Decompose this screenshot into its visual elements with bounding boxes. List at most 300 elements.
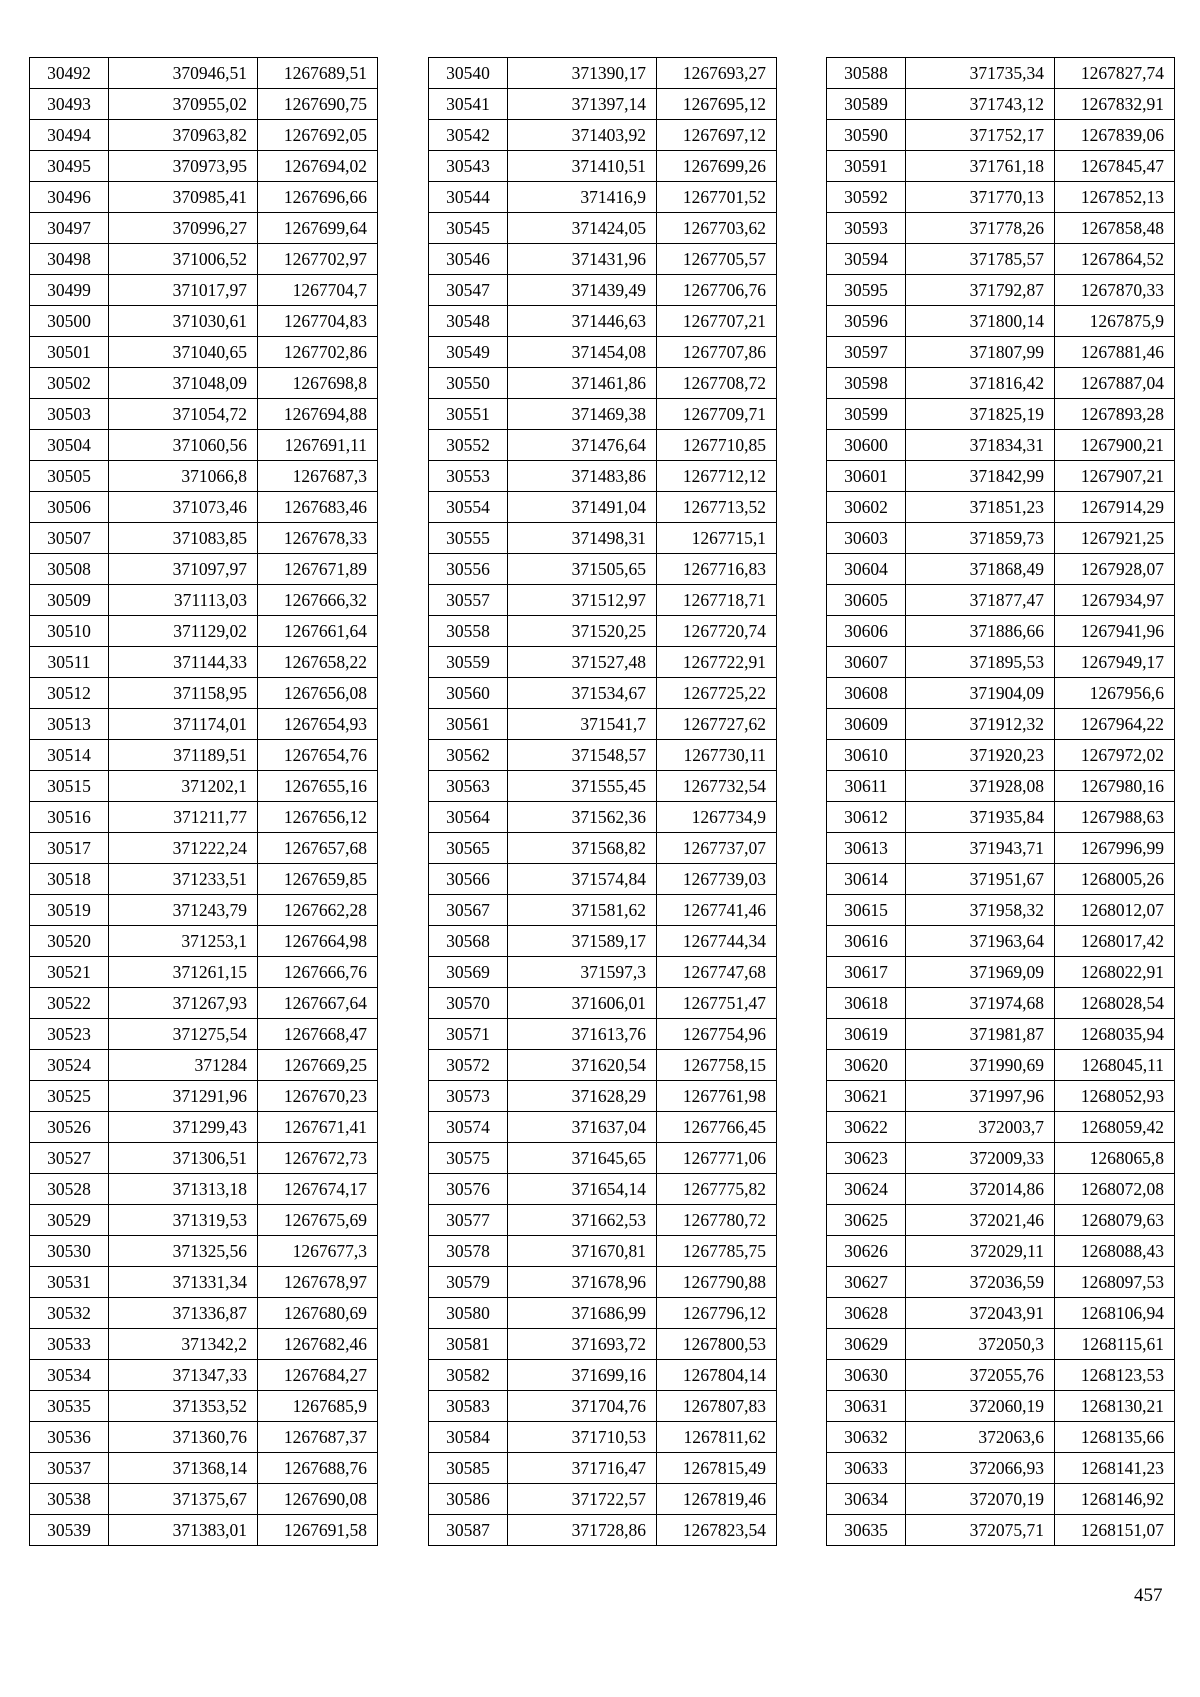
y-coordinate-cell: 1267684,27: [258, 1360, 378, 1391]
x-coordinate-cell: 371202,1: [109, 771, 258, 802]
table-row: [30, 368, 378, 399]
y-coordinate-cell: 1267718,71: [657, 585, 777, 616]
point-number-cell: 30535: [30, 1391, 109, 1422]
y-coordinate-cell: 1267941,96: [1055, 616, 1175, 647]
y-coordinate-cell: 1267800,53: [657, 1329, 777, 1360]
point-number-cell: 30620: [827, 1050, 906, 1081]
y-coordinate-cell: 1267678,97: [258, 1267, 378, 1298]
table-row: [429, 740, 777, 771]
point-number-cell: 30538: [30, 1484, 109, 1515]
point-number-cell: 30498: [30, 244, 109, 275]
x-coordinate-cell: 371735,34: [906, 58, 1055, 89]
point-number-cell: 30495: [30, 151, 109, 182]
table-row: [30, 1081, 378, 1112]
y-coordinate-cell: 1267790,88: [657, 1267, 777, 1298]
y-coordinate-cell: 1267712,12: [657, 461, 777, 492]
x-coordinate-cell: 371722,57: [508, 1484, 657, 1515]
x-coordinate-cell: 371842,99: [906, 461, 1055, 492]
x-coordinate-cell: 371807,99: [906, 337, 1055, 368]
point-number-cell: 30533: [30, 1329, 109, 1360]
table-row: [827, 1019, 1175, 1050]
point-number-cell: 30501: [30, 337, 109, 368]
x-coordinate-cell: 371461,86: [508, 368, 657, 399]
table-row: [30, 1143, 378, 1174]
y-coordinate-cell: 1267734,9: [657, 802, 777, 833]
point-number-cell: 30603: [827, 523, 906, 554]
table-row: [827, 461, 1175, 492]
table-row: [429, 430, 777, 461]
y-coordinate-cell: 1267785,75: [657, 1236, 777, 1267]
y-coordinate-cell: 1267682,46: [258, 1329, 378, 1360]
y-coordinate-cell: 1267720,74: [657, 616, 777, 647]
x-coordinate-cell: 371403,92: [508, 120, 657, 151]
table-row: [30, 895, 378, 926]
point-number-cell: 30547: [429, 275, 508, 306]
y-coordinate-cell: 1267934,97: [1055, 585, 1175, 616]
point-number-cell: 30602: [827, 492, 906, 523]
x-coordinate-cell: 372036,59: [906, 1267, 1055, 1298]
x-coordinate-cell: 371483,86: [508, 461, 657, 492]
y-coordinate-cell: 1268072,08: [1055, 1174, 1175, 1205]
table-row: [827, 709, 1175, 740]
x-coordinate-cell: 371498,31: [508, 523, 657, 554]
table-row: [827, 988, 1175, 1019]
table-row: [30, 1112, 378, 1143]
point-number-cell: 30582: [429, 1360, 508, 1391]
y-coordinate-cell: 1268151,07: [1055, 1515, 1175, 1546]
point-number-cell: 30515: [30, 771, 109, 802]
point-number-cell: 30540: [429, 58, 508, 89]
x-coordinate-cell: 371066,8: [109, 461, 258, 492]
point-number-cell: 30513: [30, 709, 109, 740]
x-coordinate-cell: 371686,99: [508, 1298, 657, 1329]
point-number-cell: 30493: [30, 89, 109, 120]
point-number-cell: 30615: [827, 895, 906, 926]
table-row: [827, 430, 1175, 461]
x-coordinate-cell: 371574,84: [508, 864, 657, 895]
x-coordinate-cell: 371770,13: [906, 182, 1055, 213]
x-coordinate-cell: 371129,02: [109, 616, 258, 647]
point-number-cell: 30578: [429, 1236, 508, 1267]
point-number-cell: 30599: [827, 399, 906, 430]
y-coordinate-cell: 1267694,88: [258, 399, 378, 430]
point-number-cell: 30574: [429, 1112, 508, 1143]
y-coordinate-cell: 1267766,45: [657, 1112, 777, 1143]
table-row: [429, 833, 777, 864]
x-coordinate-cell: 371825,19: [906, 399, 1055, 430]
y-coordinate-cell: 1267980,16: [1055, 771, 1175, 802]
point-number-cell: 30592: [827, 182, 906, 213]
table-row: [30, 523, 378, 554]
y-coordinate-cell: 1267677,3: [258, 1236, 378, 1267]
x-coordinate-cell: 371548,57: [508, 740, 657, 771]
table-row: [429, 399, 777, 430]
x-coordinate-cell: 371877,47: [906, 585, 1055, 616]
point-number-cell: 30509: [30, 585, 109, 616]
y-coordinate-cell: 1267949,17: [1055, 647, 1175, 678]
point-number-cell: 30605: [827, 585, 906, 616]
point-number-cell: 30597: [827, 337, 906, 368]
table-row: [429, 1267, 777, 1298]
point-number-cell: 30621: [827, 1081, 906, 1112]
y-coordinate-cell: 1268065,8: [1055, 1143, 1175, 1174]
point-number-cell: 30549: [429, 337, 508, 368]
y-coordinate-cell: 1267771,06: [657, 1143, 777, 1174]
x-coordinate-cell: 372063,6: [906, 1422, 1055, 1453]
point-number-cell: 30558: [429, 616, 508, 647]
y-coordinate-cell: 1267706,76: [657, 275, 777, 306]
point-number-cell: 30627: [827, 1267, 906, 1298]
point-number-cell: 30516: [30, 802, 109, 833]
point-number-cell: 30563: [429, 771, 508, 802]
x-coordinate-cell: 371597,3: [508, 957, 657, 988]
point-number-cell: 30607: [827, 647, 906, 678]
table-row: [827, 368, 1175, 399]
y-coordinate-cell: 1268017,42: [1055, 926, 1175, 957]
coordinate-table-1: [29, 57, 378, 1546]
y-coordinate-cell: 1267727,62: [657, 709, 777, 740]
point-number-cell: 30577: [429, 1205, 508, 1236]
table-row: [827, 554, 1175, 585]
x-coordinate-cell: 370973,95: [109, 151, 258, 182]
table-row: [827, 523, 1175, 554]
x-coordinate-cell: 372043,91: [906, 1298, 1055, 1329]
table-row: [827, 58, 1175, 89]
table-row: [429, 151, 777, 182]
point-number-cell: 30585: [429, 1453, 508, 1484]
y-coordinate-cell: 1268005,26: [1055, 864, 1175, 895]
table-row: [429, 957, 777, 988]
table-row: [30, 89, 378, 120]
x-coordinate-cell: 371943,71: [906, 833, 1055, 864]
y-coordinate-cell: 1267739,03: [657, 864, 777, 895]
x-coordinate-cell: 371868,49: [906, 554, 1055, 585]
point-number-cell: 30587: [429, 1515, 508, 1546]
x-coordinate-cell: 371800,14: [906, 306, 1055, 337]
point-number-cell: 30528: [30, 1174, 109, 1205]
table-row: [30, 1391, 378, 1422]
point-number-cell: 30508: [30, 554, 109, 585]
table-row: [30, 399, 378, 430]
y-coordinate-cell: 1267716,83: [657, 554, 777, 585]
point-number-cell: 30546: [429, 244, 508, 275]
point-number-cell: 30611: [827, 771, 906, 802]
point-number-cell: 30512: [30, 678, 109, 709]
table-row: [30, 740, 378, 771]
x-coordinate-cell: 371851,23: [906, 492, 1055, 523]
table-row: [827, 616, 1175, 647]
x-coordinate-cell: 371397,14: [508, 89, 657, 120]
x-coordinate-cell: 371555,45: [508, 771, 657, 802]
table-row: [30, 1453, 378, 1484]
y-coordinate-cell: 1268059,42: [1055, 1112, 1175, 1143]
y-coordinate-cell: 1267964,22: [1055, 709, 1175, 740]
table-row: [30, 182, 378, 213]
table-row: [827, 120, 1175, 151]
table-row: [827, 864, 1175, 895]
point-number-cell: 30598: [827, 368, 906, 399]
x-coordinate-cell: 371981,87: [906, 1019, 1055, 1050]
y-coordinate-cell: 1267691,58: [258, 1515, 378, 1546]
point-number-cell: 30525: [30, 1081, 109, 1112]
point-number-cell: 30609: [827, 709, 906, 740]
y-coordinate-cell: 1267832,91: [1055, 89, 1175, 120]
x-coordinate-cell: 371054,72: [109, 399, 258, 430]
y-coordinate-cell: 1268028,54: [1055, 988, 1175, 1019]
y-coordinate-cell: 1267914,29: [1055, 492, 1175, 523]
table-row: [30, 926, 378, 957]
y-coordinate-cell: 1267732,54: [657, 771, 777, 802]
point-number-cell: 30600: [827, 430, 906, 461]
x-coordinate-cell: 372070,19: [906, 1484, 1055, 1515]
table-row: [429, 89, 777, 120]
point-number-cell: 30604: [827, 554, 906, 585]
table-row: [429, 275, 777, 306]
x-coordinate-cell: 371859,73: [906, 523, 1055, 554]
table-row: [429, 1391, 777, 1422]
y-coordinate-cell: 1268035,94: [1055, 1019, 1175, 1050]
point-number-cell: 30494: [30, 120, 109, 151]
y-coordinate-cell: 1267659,85: [258, 864, 378, 895]
x-coordinate-cell: 371654,14: [508, 1174, 657, 1205]
table-row: [30, 1267, 378, 1298]
x-coordinate-cell: 371144,33: [109, 647, 258, 678]
y-coordinate-cell: 1267693,27: [657, 58, 777, 89]
x-coordinate-cell: 371834,31: [906, 430, 1055, 461]
y-coordinate-cell: 1267708,72: [657, 368, 777, 399]
x-coordinate-cell: 370996,27: [109, 213, 258, 244]
table-row: [30, 430, 378, 461]
y-coordinate-cell: 1267710,85: [657, 430, 777, 461]
table-row: [429, 1019, 777, 1050]
y-coordinate-cell: 1267691,11: [258, 430, 378, 461]
table-row: [30, 1422, 378, 1453]
table-row: [429, 1515, 777, 1546]
point-number-cell: 30618: [827, 988, 906, 1019]
x-coordinate-cell: 371267,93: [109, 988, 258, 1019]
y-coordinate-cell: 1267704,7: [258, 275, 378, 306]
x-coordinate-cell: 371368,14: [109, 1453, 258, 1484]
x-coordinate-cell: 371342,2: [109, 1329, 258, 1360]
point-number-cell: 30629: [827, 1329, 906, 1360]
point-number-cell: 30575: [429, 1143, 508, 1174]
x-coordinate-cell: 372029,11: [906, 1236, 1055, 1267]
table-row: [30, 988, 378, 1019]
table-row: [827, 678, 1175, 709]
table-row: [827, 1205, 1175, 1236]
y-coordinate-cell: 1267754,96: [657, 1019, 777, 1050]
point-number-cell: 30593: [827, 213, 906, 244]
table-row: [429, 213, 777, 244]
y-coordinate-cell: 1267671,41: [258, 1112, 378, 1143]
x-coordinate-cell: 371319,53: [109, 1205, 258, 1236]
x-coordinate-cell: 371073,46: [109, 492, 258, 523]
point-number-cell: 30614: [827, 864, 906, 895]
y-coordinate-cell: 1267804,14: [657, 1360, 777, 1391]
y-coordinate-cell: 1268012,07: [1055, 895, 1175, 926]
table-row: [827, 1050, 1175, 1081]
x-coordinate-cell: 371785,57: [906, 244, 1055, 275]
x-coordinate-cell: 371083,85: [109, 523, 258, 554]
point-number-cell: 30521: [30, 957, 109, 988]
point-number-cell: 30586: [429, 1484, 508, 1515]
table-row: [429, 1453, 777, 1484]
point-number-cell: 30617: [827, 957, 906, 988]
point-number-cell: 30511: [30, 647, 109, 678]
y-coordinate-cell: 1267662,28: [258, 895, 378, 926]
y-coordinate-cell: 1267751,47: [657, 988, 777, 1019]
x-coordinate-cell: 371383,01: [109, 1515, 258, 1546]
y-coordinate-cell: 1267887,04: [1055, 368, 1175, 399]
table-row: [30, 771, 378, 802]
y-coordinate-cell: 1267683,46: [258, 492, 378, 523]
point-number-cell: 30591: [827, 151, 906, 182]
table-row: [429, 1205, 777, 1236]
table-row: [429, 771, 777, 802]
x-coordinate-cell: 371904,09: [906, 678, 1055, 709]
point-number-cell: 30532: [30, 1298, 109, 1329]
table-row: [429, 244, 777, 275]
point-number-cell: 30619: [827, 1019, 906, 1050]
x-coordinate-cell: 371284: [109, 1050, 258, 1081]
point-number-cell: 30520: [30, 926, 109, 957]
table-row: [30, 306, 378, 337]
table-row: [827, 1422, 1175, 1453]
y-coordinate-cell: 1267744,34: [657, 926, 777, 957]
x-coordinate-cell: 371912,32: [906, 709, 1055, 740]
table-row: [827, 1515, 1175, 1546]
table-row: [30, 554, 378, 585]
x-coordinate-cell: 371347,33: [109, 1360, 258, 1391]
point-number-cell: 30581: [429, 1329, 508, 1360]
table-row: [429, 58, 777, 89]
table-row: [429, 647, 777, 678]
y-coordinate-cell: 1267893,28: [1055, 399, 1175, 430]
table-row: [429, 895, 777, 926]
y-coordinate-cell: 1267956,6: [1055, 678, 1175, 709]
y-coordinate-cell: 1267900,21: [1055, 430, 1175, 461]
point-number-cell: 30624: [827, 1174, 906, 1205]
table-row: [30, 1174, 378, 1205]
point-number-cell: 30492: [30, 58, 109, 89]
y-coordinate-cell: 1268135,66: [1055, 1422, 1175, 1453]
y-coordinate-cell: 1267705,57: [657, 244, 777, 275]
table-row: [429, 120, 777, 151]
table-row: [827, 1236, 1175, 1267]
point-number-cell: 30541: [429, 89, 508, 120]
point-number-cell: 30497: [30, 213, 109, 244]
x-coordinate-cell: 371006,52: [109, 244, 258, 275]
x-coordinate-cell: 371476,64: [508, 430, 657, 461]
point-number-cell: 30572: [429, 1050, 508, 1081]
table-row: [30, 647, 378, 678]
x-coordinate-cell: 370985,41: [109, 182, 258, 213]
point-number-cell: 30588: [827, 58, 906, 89]
point-number-cell: 30616: [827, 926, 906, 957]
point-number-cell: 30594: [827, 244, 906, 275]
x-coordinate-cell: 371920,23: [906, 740, 1055, 771]
x-coordinate-cell: 371816,42: [906, 368, 1055, 399]
x-coordinate-cell: 371678,96: [508, 1267, 657, 1298]
x-coordinate-cell: 371306,51: [109, 1143, 258, 1174]
table-row: [827, 1143, 1175, 1174]
point-number-cell: 30634: [827, 1484, 906, 1515]
x-coordinate-cell: 371291,96: [109, 1081, 258, 1112]
table-row: [429, 1050, 777, 1081]
point-number-cell: 30613: [827, 833, 906, 864]
point-number-cell: 30570: [429, 988, 508, 1019]
table-row: [827, 275, 1175, 306]
x-coordinate-cell: 371670,81: [508, 1236, 657, 1267]
table-row: [30, 802, 378, 833]
x-coordinate-cell: 371331,34: [109, 1267, 258, 1298]
x-coordinate-cell: 371728,86: [508, 1515, 657, 1546]
y-coordinate-cell: 1267741,46: [657, 895, 777, 926]
table-row: [429, 616, 777, 647]
point-number-cell: 30531: [30, 1267, 109, 1298]
table-row: [827, 213, 1175, 244]
point-number-cell: 30569: [429, 957, 508, 988]
y-coordinate-cell: 1267697,12: [657, 120, 777, 151]
point-number-cell: 30583: [429, 1391, 508, 1422]
table-row: [30, 492, 378, 523]
y-coordinate-cell: 1267807,83: [657, 1391, 777, 1422]
x-coordinate-cell: 371581,62: [508, 895, 657, 926]
table-row: [827, 926, 1175, 957]
y-coordinate-cell: 1267815,49: [657, 1453, 777, 1484]
point-number-cell: 30633: [827, 1453, 906, 1484]
x-coordinate-cell: 371211,77: [109, 802, 258, 833]
y-coordinate-cell: 1267654,93: [258, 709, 378, 740]
x-coordinate-cell: 371562,36: [508, 802, 657, 833]
y-coordinate-cell: 1267674,17: [258, 1174, 378, 1205]
table-row: [429, 1236, 777, 1267]
table-row: [30, 585, 378, 616]
x-coordinate-cell: 371568,82: [508, 833, 657, 864]
y-coordinate-cell: 1267670,23: [258, 1081, 378, 1112]
table-row: [30, 864, 378, 895]
point-number-cell: 30557: [429, 585, 508, 616]
point-number-cell: 30554: [429, 492, 508, 523]
x-coordinate-cell: 372060,19: [906, 1391, 1055, 1422]
point-number-cell: 30564: [429, 802, 508, 833]
point-number-cell: 30595: [827, 275, 906, 306]
x-coordinate-cell: 371048,09: [109, 368, 258, 399]
y-coordinate-cell: 1267688,76: [258, 1453, 378, 1484]
y-coordinate-cell: 1267699,64: [258, 213, 378, 244]
x-coordinate-cell: 370955,02: [109, 89, 258, 120]
point-number-cell: 30548: [429, 306, 508, 337]
y-coordinate-cell: 1267672,73: [258, 1143, 378, 1174]
y-coordinate-cell: 1267701,52: [657, 182, 777, 213]
y-coordinate-cell: 1267758,15: [657, 1050, 777, 1081]
x-coordinate-cell: 371990,69: [906, 1050, 1055, 1081]
x-coordinate-cell: 371527,48: [508, 647, 657, 678]
table-row: [30, 213, 378, 244]
point-number-cell: 30561: [429, 709, 508, 740]
table-row: [827, 1329, 1175, 1360]
table-row: [429, 306, 777, 337]
point-number-cell: 30568: [429, 926, 508, 957]
y-coordinate-cell: 1267928,07: [1055, 554, 1175, 585]
table-row: [827, 1267, 1175, 1298]
point-number-cell: 30542: [429, 120, 508, 151]
point-number-cell: 30502: [30, 368, 109, 399]
point-number-cell: 30537: [30, 1453, 109, 1484]
x-coordinate-cell: 371541,7: [508, 709, 657, 740]
x-coordinate-cell: 371512,97: [508, 585, 657, 616]
x-coordinate-cell: 371158,95: [109, 678, 258, 709]
